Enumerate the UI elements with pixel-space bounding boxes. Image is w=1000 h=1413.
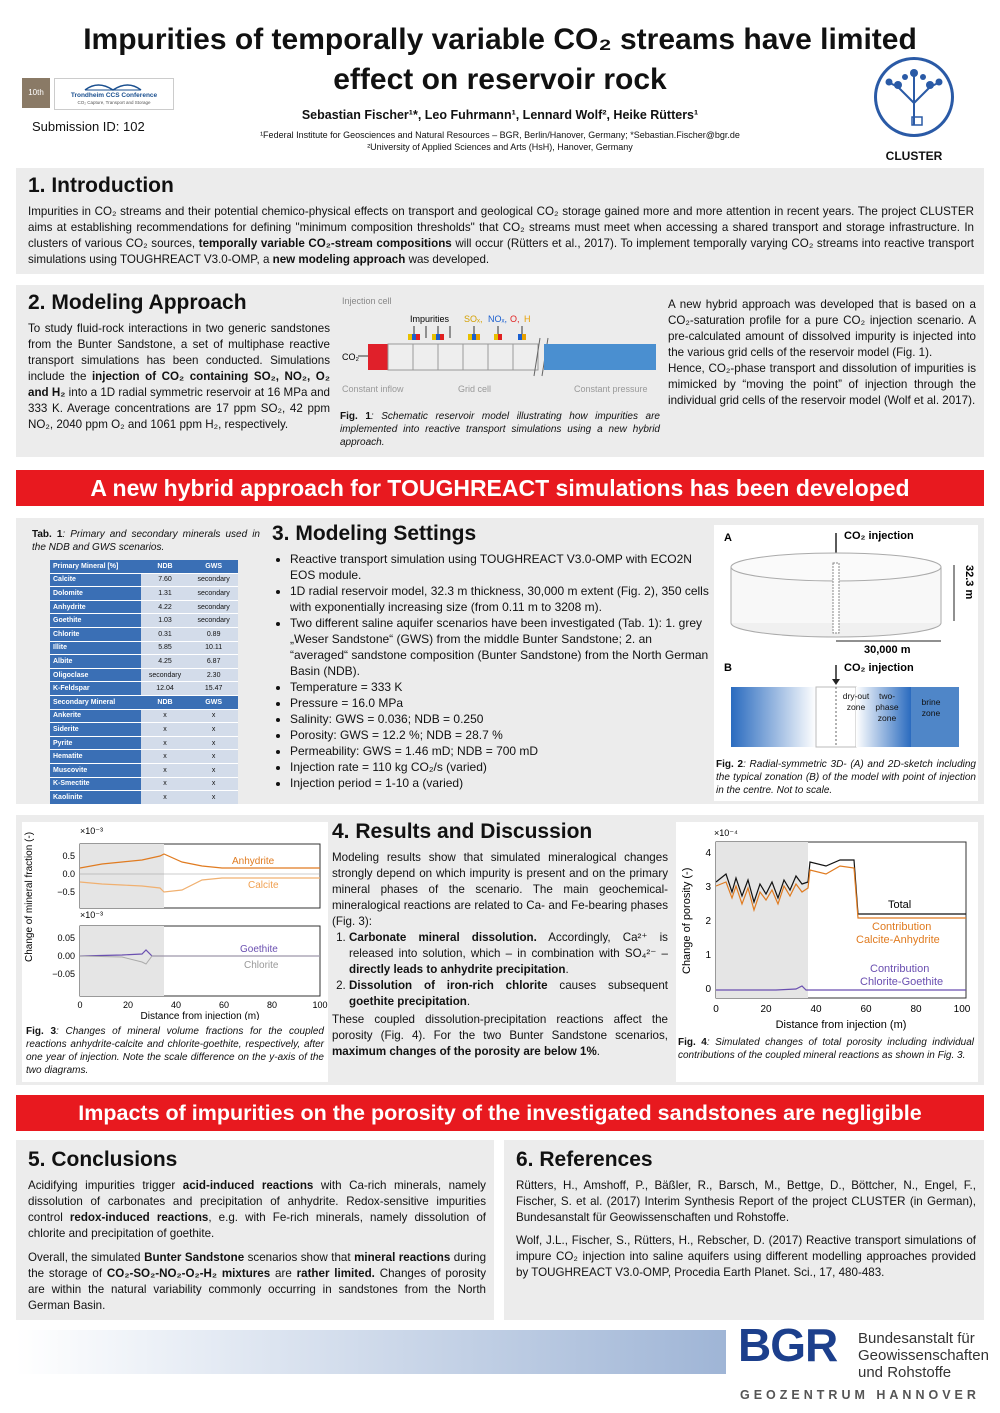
conclusions-text: Acidifying impurities trigger acid-induced reactions with Ca-rich minerals, namely dissolution of carbonates and precipitation of anhydrite. Redox-sensitive impurities control redox-induced reactions, e.g. with Fe-rich minerals, namely dissolution of chlorite and precipitation of goethite. Overall, the simulated Bunter Sandstone scenarios show that mineral reactions during the storage of CO₂-SO₂-NO₂-O₂-H₂ mixtures are rather limited. Changes of porosity are within the natural variability commonly occurring in sandstones from the North German Basin. (28, 1179, 487, 1312)
figure-1 (338, 292, 662, 452)
table-row (50, 709, 238, 723)
mineral-name: Anhydrite (50, 600, 141, 614)
results-heading: 4. Results and Discussion (332, 820, 593, 843)
introduction-text: Impurities in CO₂ streams and their potential chemico-physical effects on transport and geological CO₂ storage gained more and more attention in recent years. The project CLUSTER aims at establishing recommendations for defining "minimum composition thresholds" that CO₂ streams must meet when accessing a shared transport and storage infrastructure. In clusters of various CO₂ sources, temporally variable CO₂-stream compositions will occur (Rütters et al., 2017). To implement temporally varying CO₂ streams into reactive transport simulations using TOUGHREACT V3.0-OMP, a new modeling approach was developed. (28, 205, 974, 266)
fig3-top-tick: −0.5 (57, 887, 75, 897)
mineral-name: Illite (50, 641, 141, 655)
list-item: 1. Carbonate mineral dissolution. Accordingly, Ca²⁺ is released into solution, which – in combination with SO₄²⁻ – directly leads to anhydrite precipitation. (349, 930, 668, 978)
gws-value: x (189, 723, 238, 737)
conference-subtitle: CO₂ Capture, Transport and Storage (77, 100, 151, 105)
fig3-caption: Fig. 3: Changes of mineral volume fractions for the coupled reactions anhydrite-calcite and chlorite-goethite, respectively, after one year of injection. Note the scale difference on the y-axis of the two diagrams. (26, 1026, 324, 1076)
fig3-calcite-label: Calcite (248, 880, 279, 891)
fig2-co2-injection-b: CO₂ injection (844, 662, 914, 674)
fig4-y-tick: 4 (705, 848, 711, 859)
left-gradient-zone (731, 687, 816, 747)
list-item: • Pressure = 16.0 MPa (290, 695, 710, 711)
fig4-y-tick: 1 (705, 950, 711, 961)
ndb-value: x (141, 777, 190, 791)
conference-name: Trondheim CCS Conference (70, 92, 158, 99)
gws-value: secondary (189, 600, 238, 614)
fig4-x-tick: 100 (953, 1004, 971, 1015)
fig3-xlabel: Distance from injection (m) (140, 1011, 260, 1020)
fig4-ylabel: Change of porosity (-) (681, 867, 693, 974)
gws-value: 6.87 (189, 655, 238, 669)
list-item: • 1D radial reservoir model, 32.3 m thickness, 30,000 m extent (Fig. 2), 350 cells with exponentially increasing size (from 0.11 m to 3208 m). (290, 583, 710, 615)
fig1-injection-label: Injection cell (342, 296, 392, 306)
fig3-top-exp: ×10⁻³ (80, 826, 104, 836)
list-item: • Reactive transport simulation using TOUGHREACT V3.0-OMP with ECO2N EOS module. (290, 551, 710, 583)
results-text: Modeling results show that simulated mineralogical changes strongly depend on which impurity is present and on the primary mineral phases of the scenario. The main geochemical-mineralogical reactions are related to Ca- and Fe-bearing phases (Fig. 3): 1. Carbonate mineral dissolution. Accordingly, Ca²⁺ is released into solution, which – in combination with SO₄²⁻ – directly leads to anhydrite precipitation. 2. Dissolution of iron-rich chlorite causes subsequent goethite precipitation. These coupled dissolution-precipitation reactions affect the porosity (Fig. 4). For the two Bunter Sandstone scenarios, maximum changes of the porosity are below 1%. (332, 850, 668, 1060)
gws-value: x (189, 777, 238, 791)
table-row (50, 791, 238, 805)
mineral-name: Pyrite (50, 736, 141, 750)
table-row (50, 641, 238, 655)
table1-caption: Tab. 1: Primary and secondary minerals used in the NDB and GWS scenarios. (32, 529, 260, 553)
ndb-value: 0.31 (141, 627, 190, 641)
mineral-name: Goethite (50, 614, 141, 628)
table-row (50, 763, 238, 777)
reference-item: Wolf, J.L., Fischer, S., Rütters, H., Rebscher, D. (2017) Reactive transport simulations of impure CO₂ injection into saline aquifers using different modelling approaches provided by TOUGHREACT V3.0-OMP, Procedia Earth Planet. Sci., 17, 480-483. (516, 1234, 976, 1279)
authors: Sebastian Fischer¹*, Leo Fuhrmann¹, Lennard Wolf², Heike Rütters¹ (301, 108, 699, 122)
fig1-co2-label: CO₂ (342, 352, 359, 362)
affiliation-1: ¹Federal Institute for Geosciences and Natural Resources – BGR, Berlin/Hanover, Germany; *Sebastian.Fischer@bgr.de (260, 130, 740, 140)
bgr-logo: BGR (738, 1319, 838, 1371)
gws-value: secondary (189, 587, 238, 601)
fig1-grid-label: Grid cell (458, 384, 492, 394)
fig3-anhydrite-label: Anhydrite (232, 856, 275, 867)
table-row (50, 736, 238, 750)
gws-value: x (189, 736, 238, 750)
fig3-x-tick: 20 (122, 1000, 134, 1010)
mineral-name: Siderite (50, 723, 141, 737)
secondary-header-row (50, 695, 238, 709)
fig4-calc-label-1: Contribution (872, 921, 932, 933)
gws-value: x (189, 750, 238, 764)
gws-value: 10.11 (189, 641, 238, 655)
reservoir-block (544, 344, 656, 370)
table-row (50, 668, 238, 682)
ndb-value: 1.31 (141, 587, 190, 601)
modeling-approach-heading: 2. Modeling Approach (28, 291, 247, 314)
table-row (50, 655, 238, 669)
fig1-pressure-label: Constant pressure (574, 384, 648, 394)
modeling-settings-list (270, 551, 710, 791)
gws-value: 2.30 (189, 668, 238, 682)
fig3-x-tick: 80 (266, 1000, 278, 1010)
ndb-value: 4.25 (141, 655, 190, 669)
mineral-name: K-Feldspar (50, 682, 141, 696)
fig2-brine-label: brine zone (921, 697, 941, 718)
cluster-tree-icon (872, 55, 956, 143)
mineral-name: Dolomite (50, 587, 141, 601)
mineral-name: Muscovite (50, 763, 141, 777)
ndb-value: 1.03 (141, 614, 190, 628)
ndb-value: x (141, 709, 190, 723)
table-row (50, 600, 238, 614)
geozentrum-label: GEOZENTRUM HANNOVER (740, 1388, 980, 1402)
gws-value: x (189, 763, 238, 777)
fig4-x-tick: 0 (713, 1004, 719, 1015)
ndb-value: secondary (141, 668, 190, 682)
ndb-value: x (141, 736, 190, 750)
fig2-caption: Fig. 2: Radial-symmetric 3D- (A) and 2D-sketch including the typical zonation (B) of the model with point of injection in the centre. Not to scale. (716, 759, 976, 796)
cluster-label: CLUSTER (885, 149, 943, 163)
table-row (50, 573, 238, 587)
secondary-header-ndb: NDB (141, 695, 190, 709)
list-item: • Injection rate = 110 kg CO₂/s (varied) (290, 759, 710, 775)
fig3-x-tick: 60 (218, 1000, 230, 1010)
mineral-table (50, 560, 238, 805)
results-list (332, 930, 668, 1010)
ndb-value: x (141, 791, 190, 805)
bridge-icon (83, 80, 143, 92)
fig4-calc-label-2: Calcite-Anhydrite (856, 934, 940, 946)
primary-header-gws: GWS (189, 560, 238, 573)
fig4-x-tick: 40 (810, 1004, 822, 1015)
poster-title: Impurities of temporally variable CO₂ streams have limited effect on reservoir rock (83, 23, 917, 96)
references-text (516, 1178, 976, 1288)
gws-value: 0.89 (189, 627, 238, 641)
list-item: • Porosity: GWS = 12.2 %; NDB = 28.7 % (290, 727, 710, 743)
gws-value: 15.47 (189, 682, 238, 696)
gws-value: x (189, 709, 238, 723)
table-row (50, 682, 238, 696)
gws-value: secondary (189, 614, 238, 628)
fig4-y-tick: 3 (705, 882, 711, 893)
fig1-o-label: O, (510, 314, 520, 324)
bgr-name-3: und Rohstoffe (858, 1364, 952, 1381)
table-row (50, 627, 238, 641)
fig4-x-tick: 80 (910, 1004, 922, 1015)
mineral-name: Calcite (50, 573, 141, 587)
gws-value: secondary (189, 573, 238, 587)
fig3-top-tick: 0.0 (62, 869, 75, 879)
fig4-chl-label-2: Chlorite-Goethite (860, 976, 944, 988)
fig2-dry-label: dry-out zone (842, 691, 870, 712)
ndb-value: x (141, 723, 190, 737)
fig3-bottom-exp: ×10⁻³ (80, 910, 104, 920)
fig3-bottom-tick: −0.05 (52, 969, 75, 979)
banner-porosity-impacts: Impacts of impurities on the porosity of the investigated sandstones are negligible (16, 1095, 984, 1131)
secondary-header-gws: GWS (189, 695, 238, 709)
ndb-value: 12.04 (141, 682, 190, 696)
fig1-so-label: SOₓ, (464, 314, 483, 324)
list-item: • Two different saline aquifer scenarios have been investigated (Tab. 1): 1. grey „Weser Sandstone“ (GWS) from the middle Bunter Sandstone; 2. an “averaged“ sandstone composition (Bunter Sandstone) from the North German Basin (NDB). (290, 615, 710, 679)
fig2-height-label: 32.3 m (963, 565, 975, 600)
conclusions-heading: 5. Conclusions (28, 1148, 178, 1171)
list-item: • Permeability: GWS = 1.46 mD; NDB = 700 mD (290, 743, 710, 759)
table-row (50, 750, 238, 764)
fig1-no-label: NOₓ, (488, 314, 507, 324)
list-item: • Injection period = 1-10 a (varied) (290, 775, 710, 791)
fig3-x-tick: 100 (312, 1000, 328, 1010)
injection-cell (368, 344, 388, 370)
table-row (50, 723, 238, 737)
fig3-ylabel: Change of mineral fraction (-) (24, 831, 35, 962)
reference-item: Rütters, H., Amshoff, P., Bäßler, R., Barsch, M., Bettge, D., Böttcher, N., Engel, F., Fischer, S. et al. (2017) Interim Synthesis Report of the project CLUSTER (in German), Bundesanstalt für Geowissenschaften und Rohstoffe. (516, 1179, 976, 1224)
fig3-bottom-tick: 0.00 (57, 951, 75, 961)
primary-header-ndb: NDB (141, 560, 190, 573)
banner-hybrid-approach: A new hybrid approach for TOUGHREACT simulations has been developed (16, 470, 984, 506)
figure-4 (676, 822, 978, 1082)
fig4-x-tick: 60 (860, 1004, 872, 1015)
introduction-heading: 1. Introduction (28, 174, 174, 197)
fig4-exp: ×10⁻⁴ (714, 828, 738, 838)
fig2-width-label: 30,000 m (864, 644, 911, 656)
conference-logo (22, 78, 172, 108)
anniversary-badge: 10th (22, 78, 50, 108)
fig3-x-tick: 0 (77, 1000, 83, 1010)
fig3-goethite-label: Goethite (240, 944, 278, 955)
mineral-name: Kaolinite (50, 791, 141, 805)
ndb-value: x (141, 763, 190, 777)
mineral-name: Ankerite (50, 709, 141, 723)
fig4-xlabel: Distance from injection (m) (775, 1019, 907, 1031)
mineral-name: Albite (50, 655, 141, 669)
submission-id: Submission ID: 102 (32, 119, 145, 134)
list-item: 2. Dissolution of iron-rich chlorite causes subsequent goethite precipitation. (349, 978, 668, 1010)
fig2-two-phase-label: two-phase zone (875, 691, 899, 723)
affiliation-2: ²University of Applied Sciences and Arts (HsH), Hanover, Germany (367, 142, 633, 152)
fig4-y-tick: 2 (705, 916, 711, 927)
ndb-value: x (141, 750, 190, 764)
fig2-label-a: A (724, 532, 732, 544)
list-item: • Salinity: GWS = 0.036; NDB = 0.250 (290, 711, 710, 727)
modeling-settings-heading: 3. Modeling Settings (272, 522, 477, 545)
primary-header-mineral: Primary Mineral [%] (50, 560, 141, 573)
table-row (50, 587, 238, 601)
fig2-co2-injection-a: CO₂ injection (844, 530, 914, 542)
cluster-logo (872, 55, 956, 165)
modeling-approach-left-text: To study fluid-rock interactions in two generic sandstones from the Bunter Sandstone, a set of multiphase reactive transport simulations has been conducted. Simulations include the injection of CO₂ containing SO₂, NO₂, O₂ and H₂ into a 1D radial symmetric reservoir at 16 MPa and 333 K. Average concentrations are 17 ppm SO₂, 42 ppm NO₂, 2040 ppm O₂ and 1061 ppm H₂, respectively. (28, 322, 331, 431)
fig1-impurities-label: Impurities (410, 314, 450, 324)
fig4-y-tick: 0 (705, 984, 711, 995)
fig4-chl-label-1: Contribution (870, 963, 930, 975)
mineral-name: Hematite (50, 750, 141, 764)
ndb-value: 7.60 (141, 573, 190, 587)
fig3-x-tick: 40 (170, 1000, 182, 1010)
figure-2 (714, 525, 978, 801)
references-heading: 6. References (516, 1148, 653, 1171)
footer-band (16, 1330, 726, 1374)
primary-header-row (50, 560, 238, 573)
fig4-caption: Fig. 4: Simulated changes of total porosity including individual contributions of the coupled mineral reactions as shown in Fig. 3. (678, 1037, 974, 1061)
fig3-bottom-tick: 0.05 (57, 933, 75, 943)
gws-value: x (189, 791, 238, 805)
mineral-name: K-Smectite (50, 777, 141, 791)
fig3-chlorite-label: Chlorite (244, 960, 279, 971)
figure-3 (22, 822, 328, 1082)
fig4-x-tick: 20 (760, 1004, 772, 1015)
fig1-caption: Fig. 1: Schematic reservoir model illustrating how impurities are implemented into reactive transport simulations using a new hybrid approach. (340, 411, 660, 448)
fig2-label-b: B (724, 662, 732, 674)
table-row (50, 614, 238, 628)
modeling-approach-right-text: A new hybrid approach was developed that is based on a CO₂-saturation profile for a pure CO₂ injection scenario. A pre-calculated amount of dissolved impurity is injected into the various grid cells of the reservoir model (Fig. 1). Hence, CO₂-phase transport and dissolution of impurities is mimicked by “moving the point” of injection through the individual grid cells of the reservoir model (Wolf et al. 2017). (668, 298, 976, 407)
secondary-header-mineral: Secondary Mineral (50, 695, 141, 709)
ndb-value: 5.85 (141, 641, 190, 655)
mineral-name: Chlorite (50, 627, 141, 641)
bgr-name-2: Geowissenschaften (858, 1347, 989, 1364)
fig4-total-label: Total (888, 899, 912, 911)
fig3-top-tick: 0.5 (62, 851, 75, 861)
fig1-inflow-label: Constant inflow (342, 384, 404, 394)
list-item: • Temperature = 333 K (290, 679, 710, 695)
mineral-name: Oligoclase (50, 668, 141, 682)
bgr-name-1: Bundesanstalt für (858, 1330, 975, 1347)
fig1-h-label: H (524, 314, 531, 324)
ndb-value: 4.22 (141, 600, 190, 614)
table-row (50, 777, 238, 791)
